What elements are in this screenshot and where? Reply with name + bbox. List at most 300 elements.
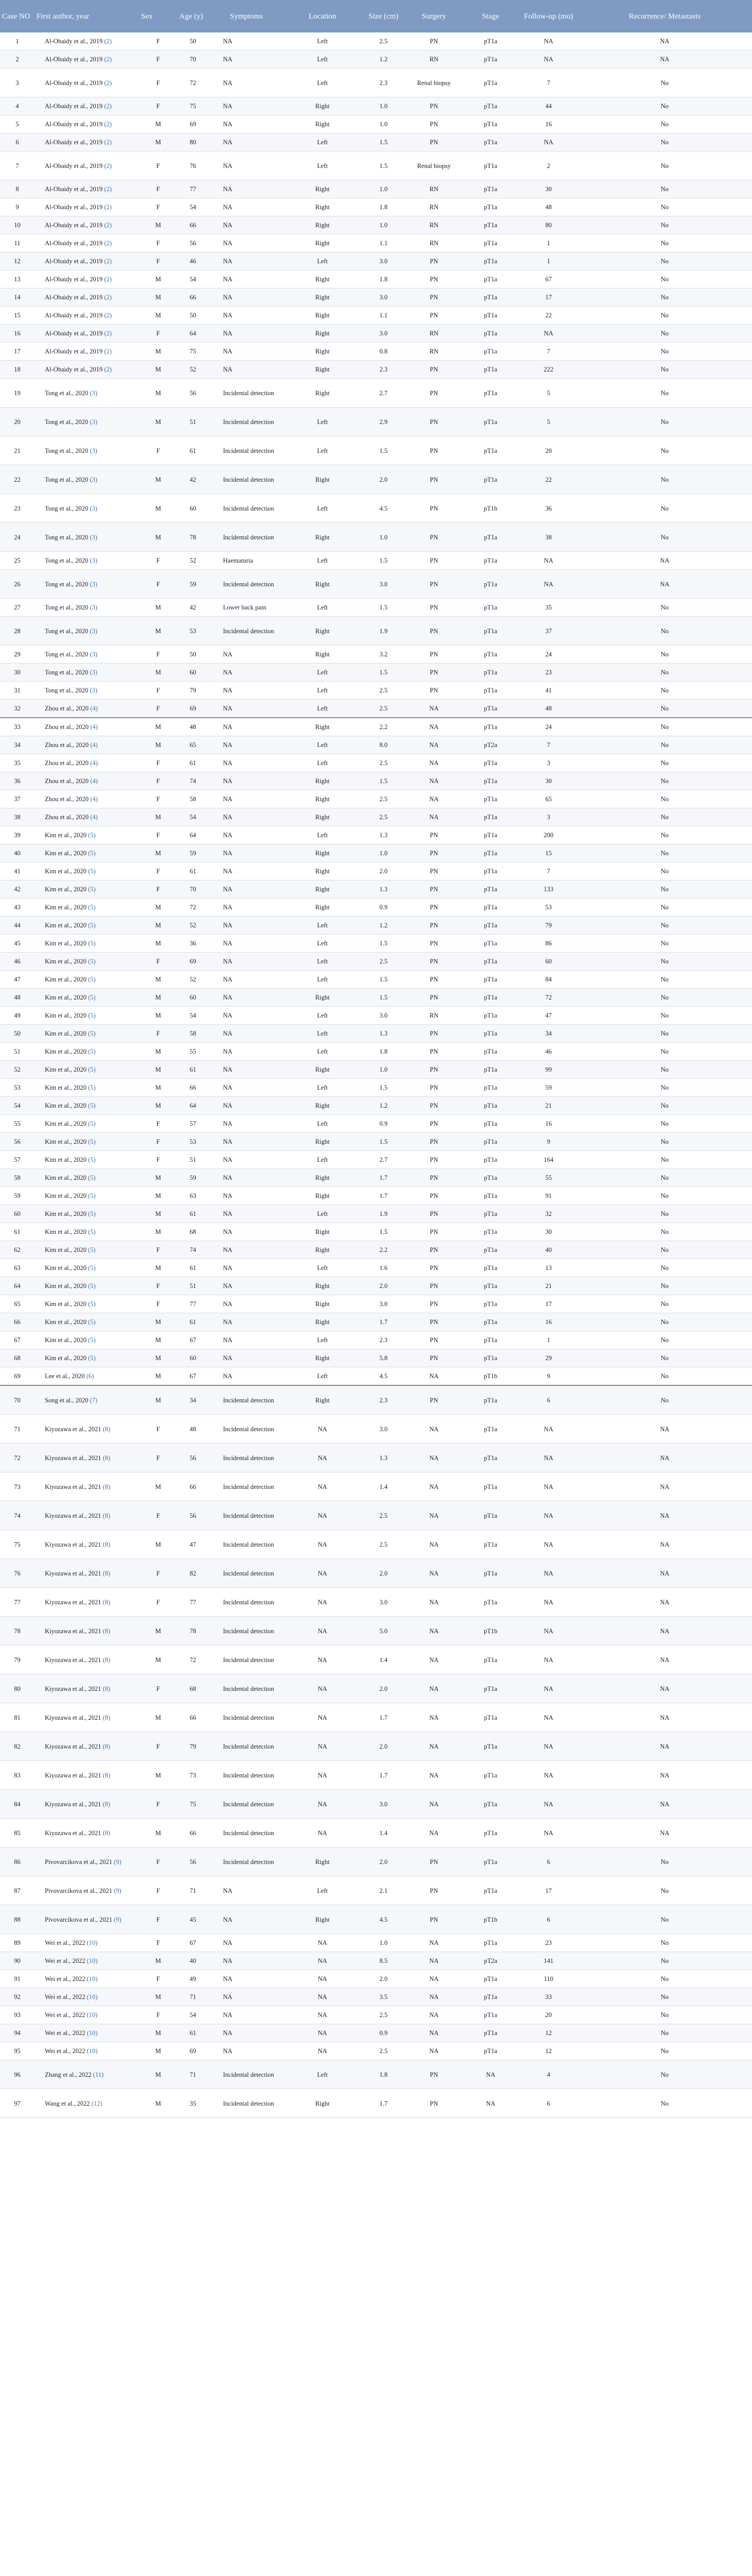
reference-link[interactable]: (2)	[104, 222, 112, 229]
cell-case-number: 63	[0, 1259, 35, 1277]
cell-surgery: PN	[406, 32, 462, 50]
cell-recurrence: No	[577, 151, 752, 180]
cell-size: 1.9	[361, 617, 406, 646]
cell-stage: pT1a	[462, 180, 520, 198]
cell-symptoms: Incidental detection	[209, 1790, 284, 1819]
cell-sex: M	[139, 1349, 177, 1367]
cell-symptoms: Incidental detection	[209, 1385, 284, 1415]
reference-link[interactable]: (3)	[90, 389, 97, 397]
cell-size: 2.0	[361, 1559, 406, 1588]
cell-author	[35, 1646, 139, 1674]
reference-link[interactable]: (8)	[102, 1454, 111, 1462]
reference-link[interactable]: (5)	[88, 1228, 96, 1235]
cell-followup: NA	[520, 1674, 577, 1703]
cell-sex: M	[139, 1646, 177, 1674]
cell-location: Right	[284, 234, 361, 252]
reference-link[interactable]: (2)	[104, 258, 112, 265]
reference-link[interactable]: (10)	[87, 1957, 98, 1964]
author-name: Tong et al., 2020	[45, 476, 90, 483]
cell-size: 3.2	[361, 646, 406, 664]
cell-surgery: NA	[406, 1444, 462, 1472]
author-name: Tong et al., 2020	[45, 504, 90, 512]
author-name: Kim et al., 2020	[45, 1282, 89, 1290]
cell-stage: pT1a	[462, 862, 520, 880]
reference-link[interactable]: (2)	[104, 38, 112, 45]
cell-age: 54	[177, 1007, 209, 1025]
cell-followup: 5	[520, 379, 577, 408]
reference-link[interactable]: (5)	[88, 940, 96, 947]
author-name: Al-Obaidy et al., 2019	[45, 258, 105, 265]
cell-surgery: NA	[406, 1674, 462, 1703]
cell-recurrence: No	[577, 1043, 752, 1061]
cell-size: 0.9	[361, 899, 406, 917]
reference-link[interactable]: (2)	[104, 276, 112, 283]
cell-symptoms: NA	[209, 1133, 284, 1151]
cell-age: 72	[177, 69, 209, 97]
cell-location: NA	[284, 1588, 361, 1617]
cell-size: 1.5	[361, 1133, 406, 1151]
cell-surgery: PN	[406, 115, 462, 133]
reference-link[interactable]: (2)	[104, 185, 112, 193]
author-name: Kim et al., 2020	[45, 1174, 89, 1181]
reference-link[interactable]: (2)	[104, 103, 112, 110]
cell-case-number: 22	[0, 465, 35, 494]
author-name: Kiyozawa et al., 2021	[45, 1598, 103, 1606]
reference-link[interactable]: (3)	[90, 533, 97, 541]
reference-link[interactable]: (8)	[102, 1685, 111, 1692]
cell-stage: pT1a	[462, 151, 520, 180]
cell-followup: 41	[520, 682, 577, 700]
cell-sex: M	[139, 1385, 177, 1415]
reference-link[interactable]: (8)	[102, 1512, 111, 1519]
author-name: Kim et al., 2020	[45, 1102, 89, 1109]
reference-link[interactable]: (2)	[104, 139, 112, 146]
cell-location: Right	[284, 1223, 361, 1241]
cell-stage: pT1a	[462, 1169, 520, 1187]
cell-author	[35, 808, 139, 826]
cell-symptoms: NA	[209, 115, 284, 133]
reference-link[interactable]: (5)	[88, 1138, 96, 1145]
author-name: Kiyozawa et al., 2021	[45, 1569, 103, 1577]
reference-link[interactable]: (8)	[102, 1540, 111, 1548]
cell-size: 2.9	[361, 408, 406, 436]
reference-link[interactable]: (5)	[88, 1084, 96, 1091]
cell-symptoms: NA	[209, 826, 284, 844]
cell-location: Left	[284, 133, 361, 151]
author-name: Tong et al., 2020	[45, 604, 90, 611]
cell-location: Left	[284, 1367, 361, 1386]
cell-location: Right	[284, 790, 361, 808]
cell-recurrence: No	[577, 646, 752, 664]
reference-link[interactable]: (5)	[88, 904, 96, 911]
cell-author	[35, 1988, 139, 2006]
author-name: Wei et al., 2022	[45, 1993, 87, 2001]
cell-stage: pT1a	[462, 700, 520, 718]
cell-recurrence: No	[577, 754, 752, 772]
reference-link[interactable]: (2)	[104, 294, 112, 301]
cell-stage: pT1a	[462, 1295, 520, 1313]
reference-link[interactable]: (11)	[93, 2071, 104, 2078]
table-row	[0, 1367, 752, 1386]
cell-case-number: 41	[0, 862, 35, 880]
reference-link[interactable]: (5)	[88, 922, 96, 929]
reference-link[interactable]: (5)	[88, 1174, 96, 1181]
cell-size: 5.8	[361, 1349, 406, 1367]
reference-link[interactable]: (3)	[90, 557, 97, 564]
reference-link[interactable]: (8)	[102, 1483, 111, 1490]
cell-size: 2.3	[361, 361, 406, 379]
cell-followup: 24	[520, 646, 577, 664]
reference-link[interactable]: (5)	[88, 1354, 96, 1362]
cell-stage: pT1a	[462, 826, 520, 844]
cell-recurrence: No	[577, 307, 752, 325]
reference-link[interactable]: (5)	[88, 886, 96, 893]
reference-link[interactable]: (5)	[88, 1300, 96, 1308]
reference-link[interactable]: (5)	[88, 1336, 96, 1344]
reference-link[interactable]: (5)	[88, 1210, 96, 1217]
reference-link[interactable]: (2)	[104, 121, 112, 128]
cell-case-number: 87	[0, 1876, 35, 1905]
reference-link[interactable]: (3)	[90, 476, 97, 483]
cell-location: NA	[284, 1617, 361, 1646]
cell-followup: 7	[520, 736, 577, 754]
cell-stage: pT1a	[462, 408, 520, 436]
reference-link[interactable]: (4)	[90, 777, 98, 785]
reference-link[interactable]: (5)	[88, 1102, 96, 1109]
reference-link[interactable]: (8)	[102, 1771, 111, 1779]
reference-link[interactable]: (8)	[102, 1598, 111, 1606]
reference-link[interactable]: (8)	[102, 1425, 111, 1433]
cell-age: 82	[177, 1559, 209, 1588]
cell-followup: 6	[520, 1905, 577, 1934]
cell-case-number: 21	[0, 436, 35, 465]
cell-symptoms: NA	[209, 252, 284, 270]
cell-age: 78	[177, 1617, 209, 1646]
reference-link[interactable]: (8)	[102, 1656, 111, 1664]
reference-link[interactable]: (9)	[114, 1887, 122, 1894]
reference-link[interactable]: (5)	[88, 850, 96, 857]
cell-size: 2.5	[361, 2042, 406, 2060]
cell-sex: M	[139, 1367, 177, 1386]
cell-recurrence: No	[577, 379, 752, 408]
cell-stage: pT1a	[462, 754, 520, 772]
cell-age: 56	[177, 1848, 209, 1876]
cell-symptoms: NA	[209, 270, 284, 289]
cell-case-number: 9	[0, 198, 35, 216]
reference-link[interactable]: (2)	[104, 204, 112, 211]
reference-link[interactable]: (12)	[91, 2099, 102, 2107]
cell-followup: NA	[520, 1559, 577, 1588]
reference-link[interactable]: (10)	[87, 1993, 98, 2001]
cell-followup: 17	[520, 1876, 577, 1905]
cell-sex: M	[139, 1472, 177, 1501]
cell-surgery: PN	[406, 1259, 462, 1277]
reference-link[interactable]: (5)	[88, 1264, 96, 1272]
cell-followup: 44	[520, 97, 577, 115]
reference-link[interactable]: (5)	[88, 958, 96, 965]
cell-sex: F	[139, 252, 177, 270]
cell-stage: pT1a	[462, 1970, 520, 1988]
cell-size: 1.5	[361, 935, 406, 953]
reference-link[interactable]: (5)	[88, 1120, 96, 1127]
cell-surgery: NA	[406, 1501, 462, 1530]
reference-link[interactable]: (8)	[102, 1714, 111, 1721]
cell-author	[35, 234, 139, 252]
table-row	[0, 1617, 752, 1646]
reference-link[interactable]: (10)	[87, 1939, 98, 1946]
cell-location: NA	[284, 1970, 361, 1988]
reference-link[interactable]: (10)	[87, 2029, 98, 2037]
reference-link[interactable]: (9)	[114, 1858, 122, 1866]
cell-stage: pT1a	[462, 772, 520, 790]
reference-link[interactable]: (8)	[102, 1800, 111, 1808]
cell-symptoms: Incidental detection	[209, 1703, 284, 1732]
reference-link[interactable]: (10)	[87, 1975, 98, 1982]
reference-link[interactable]: (5)	[88, 1048, 96, 1055]
reference-link[interactable]: (5)	[88, 1282, 96, 1290]
cell-stage: pT2a	[462, 736, 520, 754]
cell-surgery: PN	[406, 379, 462, 408]
reference-link[interactable]: (8)	[102, 1569, 111, 1577]
reference-link[interactable]: (5)	[88, 1192, 96, 1199]
cell-recurrence: No	[577, 1151, 752, 1169]
table-row	[0, 307, 752, 325]
reference-link[interactable]: (4)	[90, 741, 98, 749]
cell-recurrence: NA	[577, 570, 752, 599]
cell-author	[35, 50, 139, 69]
reference-link[interactable]: (5)	[88, 868, 96, 875]
cell-followup: 6	[520, 1848, 577, 1876]
cell-followup: 1	[520, 234, 577, 252]
cell-symptoms: NA	[209, 971, 284, 989]
cell-symptoms: NA	[209, 1934, 284, 1952]
reference-link[interactable]: (5)	[88, 1066, 96, 1073]
reference-link[interactable]: (2)	[104, 330, 112, 337]
reference-link[interactable]: (3)	[90, 651, 97, 658]
cell-case-number: 65	[0, 1295, 35, 1313]
reference-link[interactable]: (4)	[90, 705, 98, 712]
cell-location: Right	[284, 307, 361, 325]
cell-sex: M	[139, 1043, 177, 1061]
author-name: Wei et al., 2022	[45, 1957, 87, 1964]
reference-link[interactable]: (10)	[87, 2047, 98, 2055]
table-row	[0, 1501, 752, 1530]
cell-stage: pT1a	[462, 1848, 520, 1876]
reference-link[interactable]: (3)	[90, 687, 97, 694]
cell-followup: 12	[520, 2042, 577, 2060]
cell-age: 66	[177, 1472, 209, 1501]
reference-link[interactable]: (9)	[114, 1916, 122, 1923]
cell-stage: pT1a	[462, 1061, 520, 1079]
cell-surgery: PN	[406, 2060, 462, 2089]
cell-symptoms: NA	[209, 1187, 284, 1205]
cell-sex: F	[139, 880, 177, 899]
cell-case-number: 45	[0, 935, 35, 953]
reference-link[interactable]: (8)	[102, 1742, 111, 1750]
reference-link[interactable]: (5)	[88, 994, 96, 1001]
table-row	[0, 1187, 752, 1205]
reference-link[interactable]: (5)	[88, 1030, 96, 1037]
cell-sex: F	[139, 1151, 177, 1169]
cell-recurrence: NA	[577, 1472, 752, 1501]
reference-link[interactable]: (2)	[104, 312, 112, 319]
cell-location: Right	[284, 1097, 361, 1115]
cell-recurrence: No	[577, 1007, 752, 1025]
cell-symptoms: Incidental detection	[209, 1444, 284, 1472]
cell-symptoms: Incidental detection	[209, 436, 284, 465]
cell-stage: pT1a	[462, 1043, 520, 1061]
cell-recurrence: No	[577, 1934, 752, 1952]
cell-symptoms: NA	[209, 682, 284, 700]
reference-link[interactable]: (2)	[104, 348, 112, 355]
cell-stage: pT1a	[462, 682, 520, 700]
cell-location: Right	[284, 808, 361, 826]
header-recurrence: Recurrence/ Metastasis	[577, 0, 752, 32]
cell-size: 1.3	[361, 1444, 406, 1472]
cell-case-number: 27	[0, 599, 35, 617]
reference-link[interactable]: (5)	[88, 832, 96, 839]
cell-followup: 7	[520, 343, 577, 361]
table-row	[0, 1061, 752, 1079]
cell-sex: F	[139, 1025, 177, 1043]
reference-link[interactable]: (5)	[88, 1156, 96, 1163]
author-name: Kiyozawa et al., 2021	[45, 1512, 103, 1519]
cell-location: Left	[284, 971, 361, 989]
reference-link[interactable]: (5)	[88, 1246, 96, 1253]
reference-link[interactable]: (4)	[90, 814, 98, 821]
cell-author	[35, 1559, 139, 1588]
cell-sex: F	[139, 1732, 177, 1761]
cell-followup: 17	[520, 1295, 577, 1313]
reference-link[interactable]: (2)	[104, 162, 112, 170]
reference-link[interactable]: (2)	[104, 56, 112, 63]
header-followup: Follow-up (mo)	[520, 0, 577, 32]
cell-recurrence: NA	[577, 1646, 752, 1674]
cell-size: 2.5	[361, 953, 406, 971]
cell-author	[35, 32, 139, 50]
cell-case-number: 6	[0, 133, 35, 151]
cell-followup: NA	[520, 1732, 577, 1761]
cell-age: 70	[177, 880, 209, 899]
author-name: Kim et al., 2020	[45, 1336, 89, 1344]
cell-recurrence: No	[577, 2006, 752, 2024]
cell-age: 56	[177, 1444, 209, 1472]
cell-author	[35, 1970, 139, 1988]
cell-size: 2.5	[361, 808, 406, 826]
cell-recurrence: No	[577, 664, 752, 682]
author-name: Zhou et al., 2020	[45, 777, 91, 785]
reference-link[interactable]: (4)	[90, 795, 98, 803]
reference-link[interactable]: (3)	[90, 627, 97, 635]
reference-link[interactable]: (3)	[90, 604, 97, 611]
cell-symptoms: NA	[209, 1277, 284, 1295]
cell-surgery: NA	[406, 2006, 462, 2024]
cell-symptoms: NA	[209, 1349, 284, 1367]
cell-symptoms: Incidental detection	[209, 1732, 284, 1761]
reference-link[interactable]: (10)	[87, 2011, 98, 2019]
cell-symptoms: Incidental detection	[209, 1674, 284, 1703]
cell-size: 1.8	[361, 2060, 406, 2089]
cell-author	[35, 1876, 139, 1905]
cell-surgery: PN	[406, 1043, 462, 1061]
cell-surgery: PN	[406, 880, 462, 899]
reference-link[interactable]: (7)	[90, 1396, 98, 1404]
reference-link[interactable]: (3)	[90, 418, 97, 426]
cell-symptoms: NA	[209, 1115, 284, 1133]
cell-case-number: 71	[0, 1415, 35, 1444]
table-row	[0, 899, 752, 917]
cell-recurrence: No	[577, 1970, 752, 1988]
reference-link[interactable]: (2)	[104, 79, 112, 87]
cell-surgery: PN	[406, 899, 462, 917]
cell-surgery: NA	[406, 1703, 462, 1732]
cell-author	[35, 880, 139, 899]
cell-size: 2.0	[361, 1970, 406, 1988]
header-row	[0, 0, 752, 32]
cell-symptoms: NA	[209, 880, 284, 899]
cell-size: 1.7	[361, 1313, 406, 1331]
cell-sex: M	[139, 1259, 177, 1277]
cell-sex: F	[139, 862, 177, 880]
cell-sex: M	[139, 1007, 177, 1025]
table-row	[0, 133, 752, 151]
reference-link[interactable]: (4)	[90, 759, 98, 767]
cell-size: 0.8	[361, 343, 406, 361]
cell-recurrence: No	[577, 1367, 752, 1386]
reference-link[interactable]: (5)	[88, 1318, 96, 1326]
reference-link[interactable]: (5)	[88, 1012, 96, 1019]
reference-link[interactable]: (4)	[90, 723, 98, 731]
cell-age: 71	[177, 2060, 209, 2089]
cell-location: NA	[284, 1530, 361, 1559]
reference-link[interactable]: (3)	[90, 504, 97, 512]
cell-stage: pT1a	[462, 465, 520, 494]
table-row	[0, 408, 752, 436]
reference-link[interactable]: (6)	[86, 1372, 94, 1380]
cell-case-number: 38	[0, 808, 35, 826]
cell-stage: pT1b	[462, 1367, 520, 1386]
cell-surgery: PN	[406, 1079, 462, 1097]
cell-author	[35, 494, 139, 523]
author-name: Tong et al., 2020	[45, 447, 90, 454]
reference-link[interactable]: (5)	[88, 976, 96, 983]
cell-surgery: NA	[406, 808, 462, 826]
cell-stage: pT1a	[462, 1703, 520, 1732]
cell-case-number: 74	[0, 1501, 35, 1530]
reference-link[interactable]: (3)	[90, 669, 97, 676]
cell-recurrence: No	[577, 718, 752, 736]
cell-location: Left	[284, 552, 361, 570]
reference-link[interactable]: (2)	[104, 240, 112, 247]
cell-symptoms: NA	[209, 2006, 284, 2024]
cell-recurrence: No	[577, 1205, 752, 1223]
table-row	[0, 270, 752, 289]
cell-symptoms: NA	[209, 808, 284, 826]
cell-stage: pT1a	[462, 523, 520, 552]
table-row	[0, 599, 752, 617]
cell-author	[35, 1097, 139, 1115]
reference-link[interactable]: (3)	[90, 580, 97, 588]
cell-stage: pT1a	[462, 379, 520, 408]
cell-sex: F	[139, 1277, 177, 1295]
cell-author	[35, 1819, 139, 1848]
cell-stage: pT1a	[462, 198, 520, 216]
reference-link[interactable]: (8)	[102, 1627, 111, 1635]
reference-link[interactable]: (8)	[102, 1829, 111, 1837]
reference-link[interactable]: (2)	[104, 366, 112, 373]
cell-followup: NA	[520, 1646, 577, 1674]
reference-link[interactable]: (3)	[90, 447, 97, 454]
